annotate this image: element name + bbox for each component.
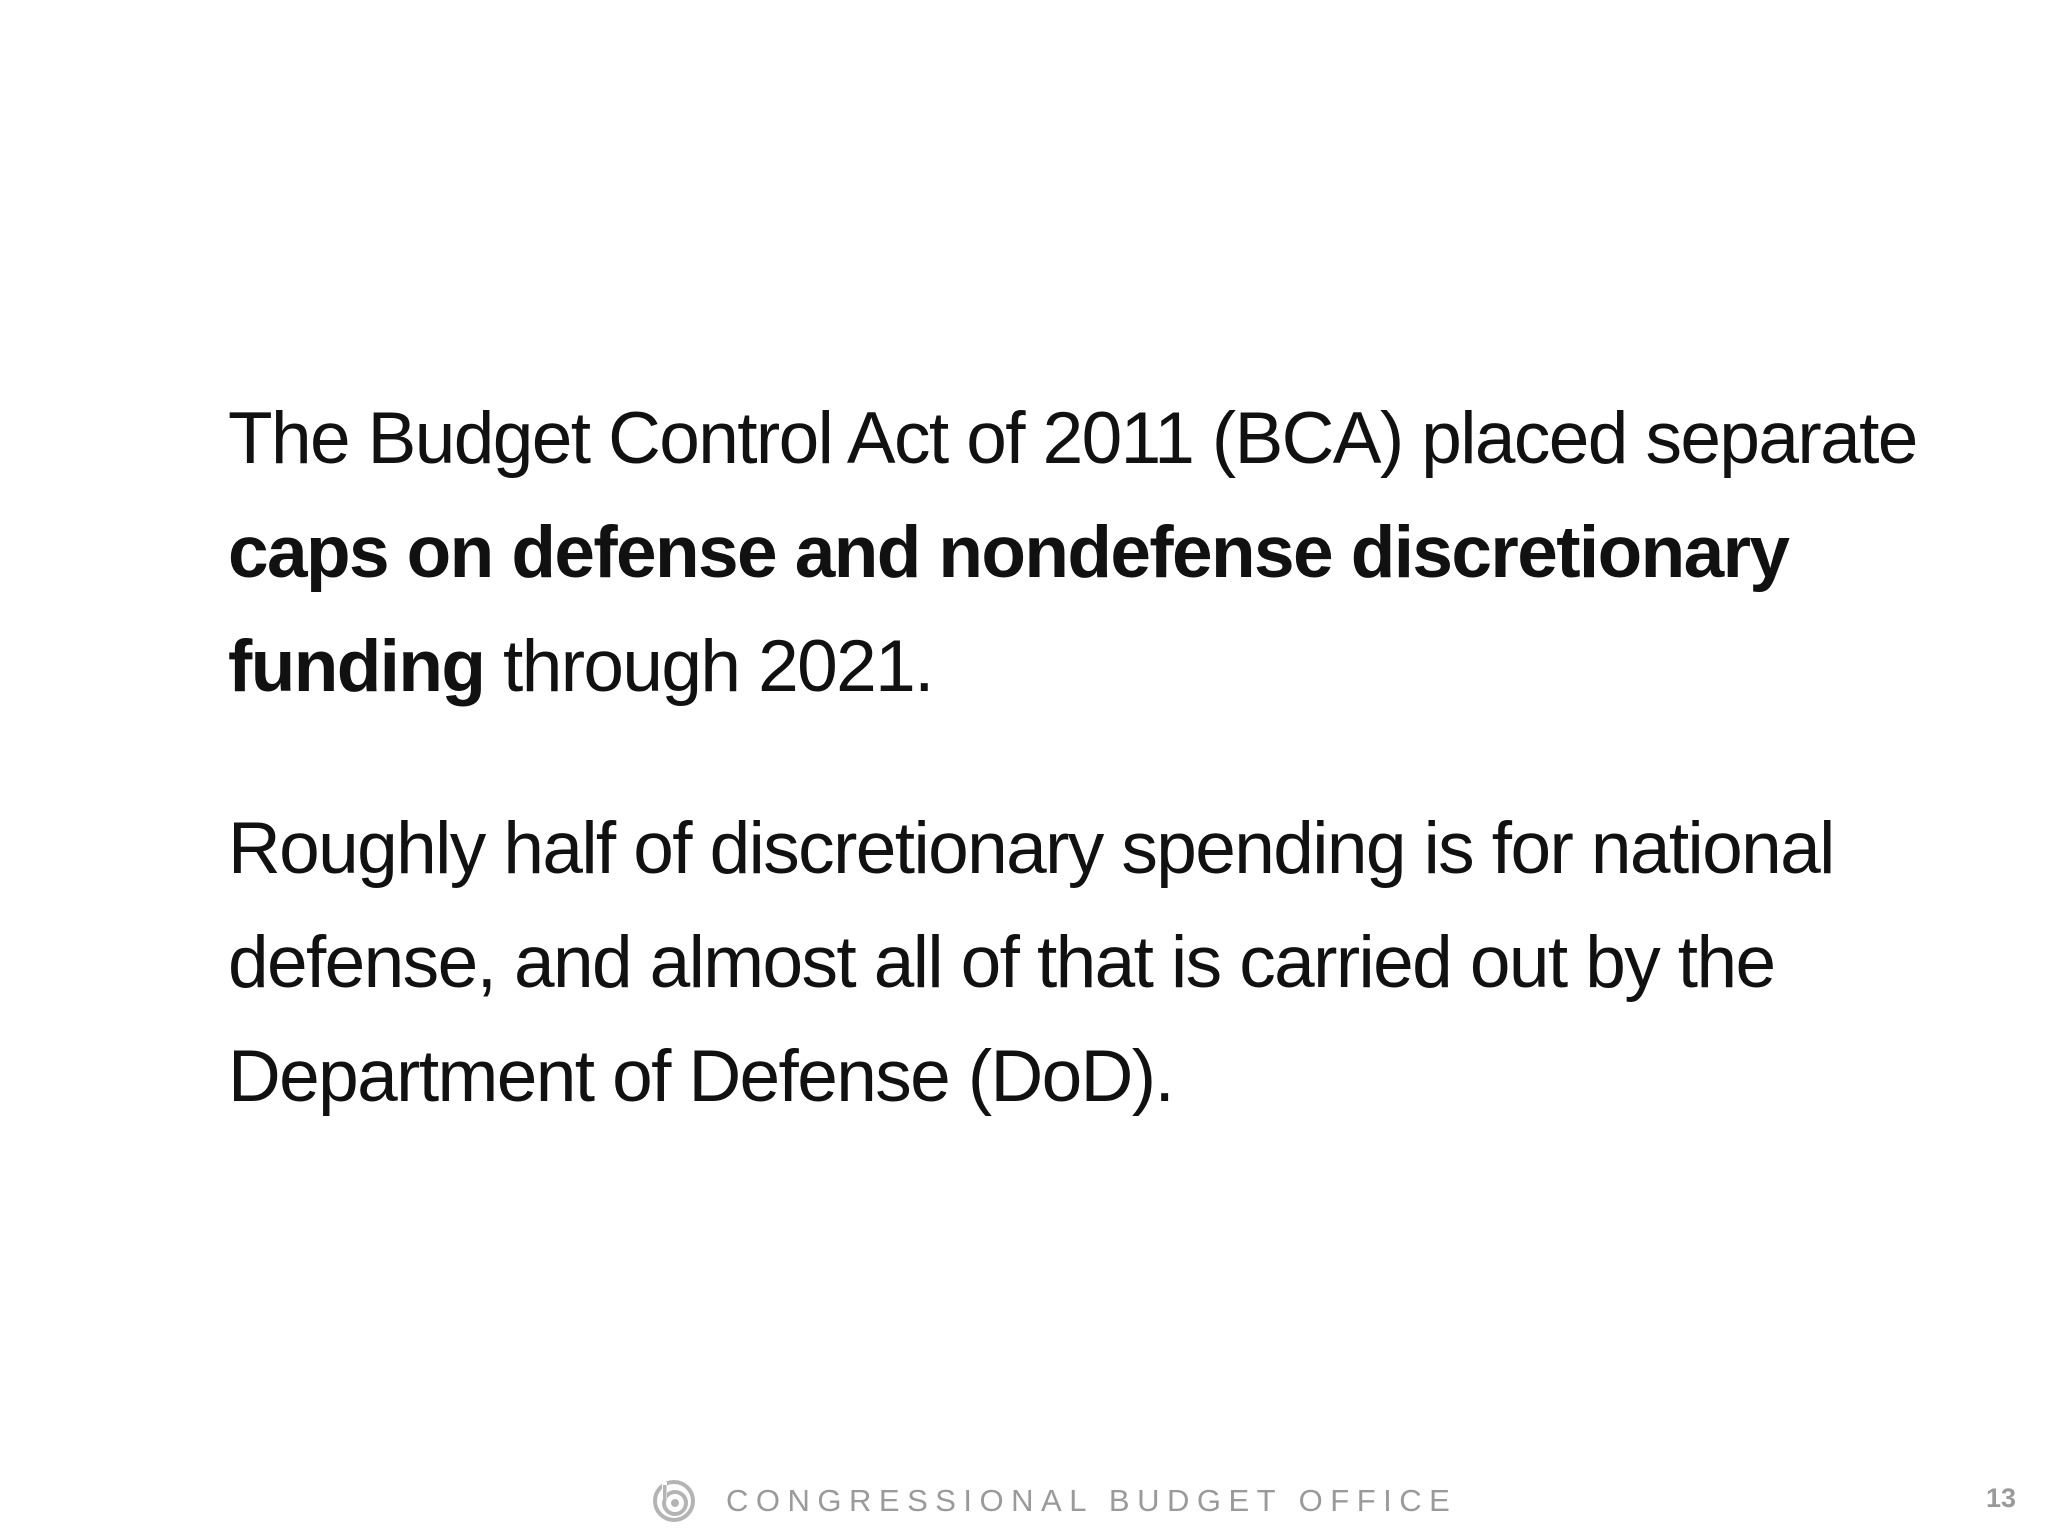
slide-body <box>228 382 1948 1134</box>
paragraph-bca-end: through 2021. <box>484 626 933 707</box>
cbo-logo-icon <box>652 1479 696 1523</box>
footer-organization: CONGRESSIONAL BUDGET OFFICE <box>726 1483 1458 1518</box>
footer <box>652 1478 1457 1524</box>
paragraph-bca-emphasis: caps on defense and nondefense discretionary funding <box>228 512 1789 707</box>
paragraph-defense-spending: Roughly half of discretionary spending is for national defense, and almost all of that is carried out by the Department of Defense (DoD). <box>228 808 1834 1117</box>
paragraph-bca-intro: The Budget Control Act of 2011 (BCA) placed separate <box>228 398 1917 479</box>
page-number: 13 <box>1986 1483 2017 1513</box>
paragraph-bca-caps <box>228 382 1948 724</box>
